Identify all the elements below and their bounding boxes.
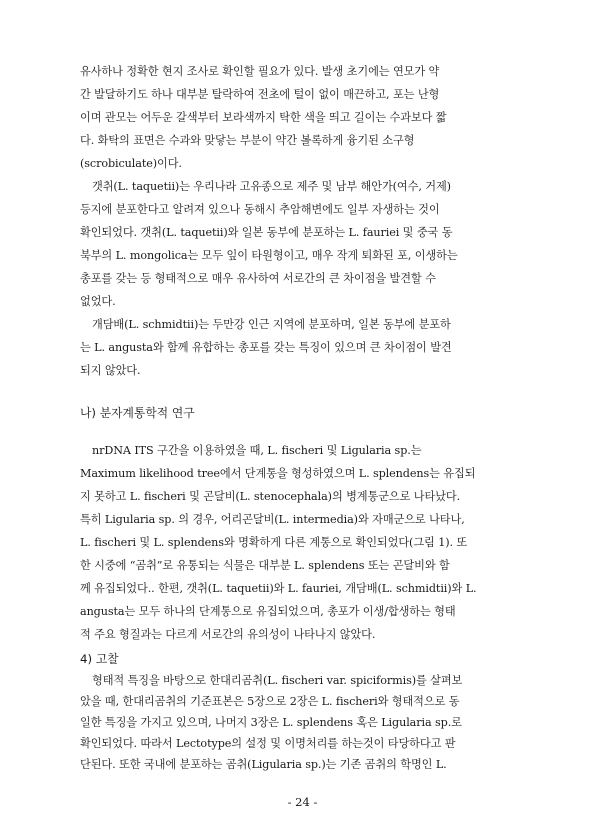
text-line: 았을 때, 한대리곰취의 기준표본은 5장으로 2장은 L. fischeri와 형태적으로 동 xyxy=(80,695,460,708)
text-line: 등지에 분포한다고 알려져 있으나 동해시 추암해변에도 일부 자생하는 것이 xyxy=(80,203,440,216)
text-line: 단된다. 또한 국내에 분포하는 곰취(Ligularia sp.)는 기존 곰취의 학명인 L. xyxy=(80,758,447,771)
text-line: 확인되었다. 따라서 Lectotype의 설정 및 이명처리를 하는것이 타당하다고 판 xyxy=(80,737,456,750)
text-line: 되지 않았다. xyxy=(80,364,141,377)
text-line: 개담배(L. schmidtii)는 두만강 인근 지역에 분포하며, 일본 동부에 분포하 xyxy=(92,318,451,331)
text-line: 지 못하고 L. fischeri 및 곤달비(L. stenocephala)의 병계통군으로 나타났다. xyxy=(80,490,461,503)
text-line: 총포를 갖는 등 형태적으로 매우 유사하여 서로간의 큰 차이점을 발견할 수 xyxy=(80,272,436,285)
text-line: nrDNA ITS 구간을 이용하였을 때, L. fischeri 및 Ligularia sp.는 xyxy=(92,444,422,457)
text-line: 적 주요 형질과는 다르게 서로간의 유의성이 나타나지 않았다. xyxy=(80,628,376,641)
text-line: L. fischeri 및 L. splendens와 명확하게 다른 계통으로 확인되었다(그림 1). 또 xyxy=(80,536,468,549)
text-line: 북부의 L. mongolica는 모두 잎이 타원형이고, 매우 작게 퇴화된 포, 이생하는 xyxy=(80,249,458,262)
section-heading: 나) 분자계통학적 연구 xyxy=(80,406,195,420)
page-number: - 24 - xyxy=(287,795,318,809)
text-line: 다. 화탁의 표면은 수과와 맞닿는 부분이 약간 볼록하게 융기된 소구형 xyxy=(80,134,415,147)
text-line: 는 L. angusta와 함께 유합하는 총포를 갖는 특징이 있으며 큰 차이점이 발견 xyxy=(80,341,452,354)
text-line: 갯취(L. taquetii)는 우리나라 고유종으로 제주 및 남부 해안가(여수, 거제) xyxy=(92,180,451,193)
section-heading: 4) 고찰 xyxy=(80,652,119,666)
text-line: 유사하나 정확한 현지 조사로 확인할 필요가 있다. 발생 초기에는 연모가 약 xyxy=(80,65,440,78)
text-line: 확인되었다. 갯취(L. taquetii)와 일본 동부에 분포하는 L. fauriei 및 중국 동 xyxy=(80,226,453,239)
text-line: (scrobiculate)이다. xyxy=(80,157,182,170)
text-line: 께 유집되었다.. 한편, 갯취(L. taquetii)와 L. fauriei, 개담배(L. schmidtii)와 L. xyxy=(80,582,477,595)
text-line: 없었다. xyxy=(80,295,116,308)
text-line: 이며 관모는 어두운 갈색부터 보라색까지 탁한 색을 띄고 길이는 수과보다 짧 xyxy=(80,111,447,124)
text-line: 한 시중에 “곰취”로 유통되는 식물은 대부분 L. splendens 또는 곤달비와 함 xyxy=(80,559,450,572)
text-line: 간 발달하기도 하나 대부분 탈락하여 전초에 털이 없이 매끈하고, 포는 난형 xyxy=(80,88,440,101)
text-line: 형태적 특징을 바탕으로 한대리곰취(L. fischeri var. spiciformis)를 살펴보 xyxy=(92,674,463,687)
text-line: angusta는 모두 하나의 단계통으로 유집되었으며, 총포가 이생/합생하는 형태 xyxy=(80,605,456,618)
text-line: Maximum likelihood tree에서 단계통을 형성하였으며 L. splendens는 유집되 xyxy=(80,467,476,480)
text-line: 일한 특징을 가지고 있으며, 나머지 3장은 L. splendens 혹은 Ligularia sp.로 xyxy=(80,716,462,729)
text-line: 특히 Ligularia sp. 의 경우, 어리곤달비(L. intermedia)와 자매군으로 나타나, xyxy=(80,513,465,526)
